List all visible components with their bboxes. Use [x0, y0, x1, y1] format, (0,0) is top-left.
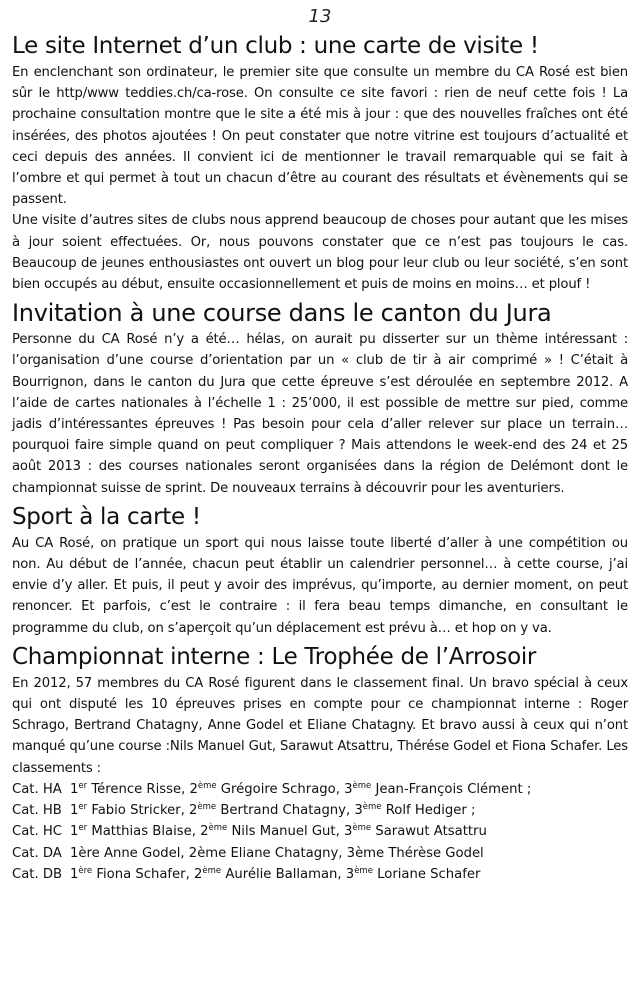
article-content [12, 30, 628, 885]
ranking-row [12, 821, 628, 842]
rank-number: 2 [200, 824, 209, 840]
rank-number: 3 [345, 866, 355, 882]
rank-suffix: ème [197, 802, 217, 813]
rank-name: Bertrand Chatagny, [216, 803, 355, 819]
rank-number: 3 [343, 824, 353, 840]
rank-number: 1 [70, 781, 79, 797]
rank-name: Loriane Schafer [372, 866, 481, 882]
section-title: Sport à la carte ! [12, 503, 201, 530]
rank-name: Matthias Blaise, [87, 824, 201, 840]
rank-name: Fabio Stricker, [87, 803, 190, 819]
category-code: Cat. DA [12, 845, 62, 861]
category-code: Cat. DB [12, 866, 63, 882]
rank-suffix: er [78, 780, 88, 791]
rank-name: Térence Risse, [87, 781, 190, 797]
page-number: 13 [308, 6, 332, 27]
rank-name: Sarawut Atsattru [371, 824, 487, 840]
paragraph: En enclenchant son ordinateur, le premier site que consulte un membre du CA Rosé est bien sûr le http/www teddies.ch/ca-rose. On consulte ce site favori : rien de neuf cette fois ! La prochaine consultation montre que le site a été mis à jour : que des nouvelles fraîches ont été insérées, des photos ajoutées ! On peut constater que notre vitrine est toujours d’actualité et ceci depuis des années. Il convient ici de mentionner le travail remarquable qui se fait à l’ombre et qui permet à tout un chacun d’être au courant des résultats et évènements qui se passent. [12, 65, 628, 208]
paragraph: Une visite d’autres sites de clubs nous apprend beaucoup de choses pour autant que les mises à jour soient effectuées. Or, nous pouvons constater que ce n’est pas toujours le cas. Beaucoup de jeunes enthousiastes ont ouvert un blog pour leur club ou leur société, s’en sont bien occupés au début, ensuite occasionnellement et puis de moins en moins… et plouf ! [12, 213, 628, 293]
rank-suffix: ème [202, 865, 222, 876]
rank-suffix: ème [352, 823, 372, 834]
rank-number: 1 [70, 803, 79, 819]
rank-name: Jean-François Clément ; [371, 781, 532, 797]
rank-suffix: ème [197, 780, 217, 791]
rank-suffix: ème [208, 823, 228, 834]
rankings-list [12, 779, 628, 885]
section-jura-invitation [12, 297, 628, 499]
section-title: Invitation à une course dans le canton du Jura [12, 299, 552, 328]
paragraph: En 2012, 57 membres du CA Rosé figurent dans le classement final. Un bravo spécial à ceux qui ont disputé les 10 épreuves prises en compte pour ce championnat interne : Roger Schrago, Bertrand Chatagny, Anne Godel et Eliane Chatagny. Et bravo aussi à ceux qui n’ont manqué qu’une course :Nils Manuel Gut, Sarawut Atsattru, Thérése Godel et Fiona Schafer. Les classements : [12, 675, 628, 776]
rank-number: 3 [344, 781, 353, 797]
ranking-row [12, 800, 628, 821]
rank-number: 2 [189, 803, 198, 819]
rank-name: Fiona Schafer, [92, 866, 194, 882]
rank-number: 3 [354, 803, 363, 819]
category-code: Cat. HB [12, 803, 62, 819]
rank-number: 1 [70, 866, 79, 882]
rank-suffix: ème [352, 780, 372, 791]
category-code: Cat. HA [12, 781, 62, 797]
ranking-row [12, 864, 628, 885]
rank-text: 1ère Anne Godel, 2ème Eliane Chatagny, 3ème Thérèse Godel [70, 845, 484, 861]
rank-name: Aurélie Ballaman, [221, 866, 346, 882]
rank-name: Nils Manuel Gut, [227, 824, 344, 840]
rank-suffix: er [78, 802, 88, 813]
section-internal-championship [12, 641, 628, 885]
section-club-website [12, 30, 628, 295]
rank-suffix: ème [362, 802, 382, 813]
rank-name: Grégoire Schrago, [216, 781, 345, 797]
rank-suffix: ème [354, 865, 373, 876]
category-code: Cat. HC [12, 824, 62, 840]
rank-number: 1 [70, 824, 79, 840]
paragraph: Personne du CA Rosé n’y a été… hélas, on aurait pu disserter sur un thème intéressant : l’organisation d’une course d’orientation par un « club de tir à air comprimé » ! C’était à Bourrignon, dans le canton du Jura que cette épreuve s’est déroulée en septembre 2012. A l’aide de cartes nationales à l’échelle 1 : 25’000, il est possible de mettre sur pied, comme jadis d’intéressantes épreuves ! Pas besoin pour cela d’aller relever sur place un terrain… pourquoi faire simple quand on peut compliquer ? Mais attendons le week-end des 24 et 25 août 2013 : des courses nationales seront organisées dans la région de Delémont dont le championnat suisse de sprint. De nouveaux terrains à découvrir pour les aventuriers. [12, 332, 628, 496]
section-sport-a-la-carte [12, 501, 628, 639]
rank-number: 2 [189, 781, 198, 797]
section-title: Le site Internet d’un club : une carte de visite ! [12, 33, 539, 59]
section-title: Championnat interne : Le Trophée de l’Arrosoir [12, 643, 537, 670]
rank-suffix: er [78, 823, 88, 834]
rank-number: 2 [193, 866, 203, 882]
rank-name: Rolf Hediger ; [381, 803, 476, 819]
ranking-row [12, 779, 628, 800]
rank-suffix: ère [78, 865, 93, 876]
ranking-row [12, 843, 628, 864]
paragraph: Au CA Rosé, on pratique un sport qui nous laisse toute liberté d’aller à une compétition ou non. Au début de l’année, chacun peut établir un calendrier personnel… à cette course, j’ai envie d’y aller. Et puis, il peut y avoir des imprévus, qu’importe, au dernier moment, on peut renoncer. Et parfois, c’est le contraire : il fera beau temps dimanche, en consultant le programme du club, on s’aperçoit qu’un déplacement est prévu à… et hop on y va. [12, 535, 628, 636]
